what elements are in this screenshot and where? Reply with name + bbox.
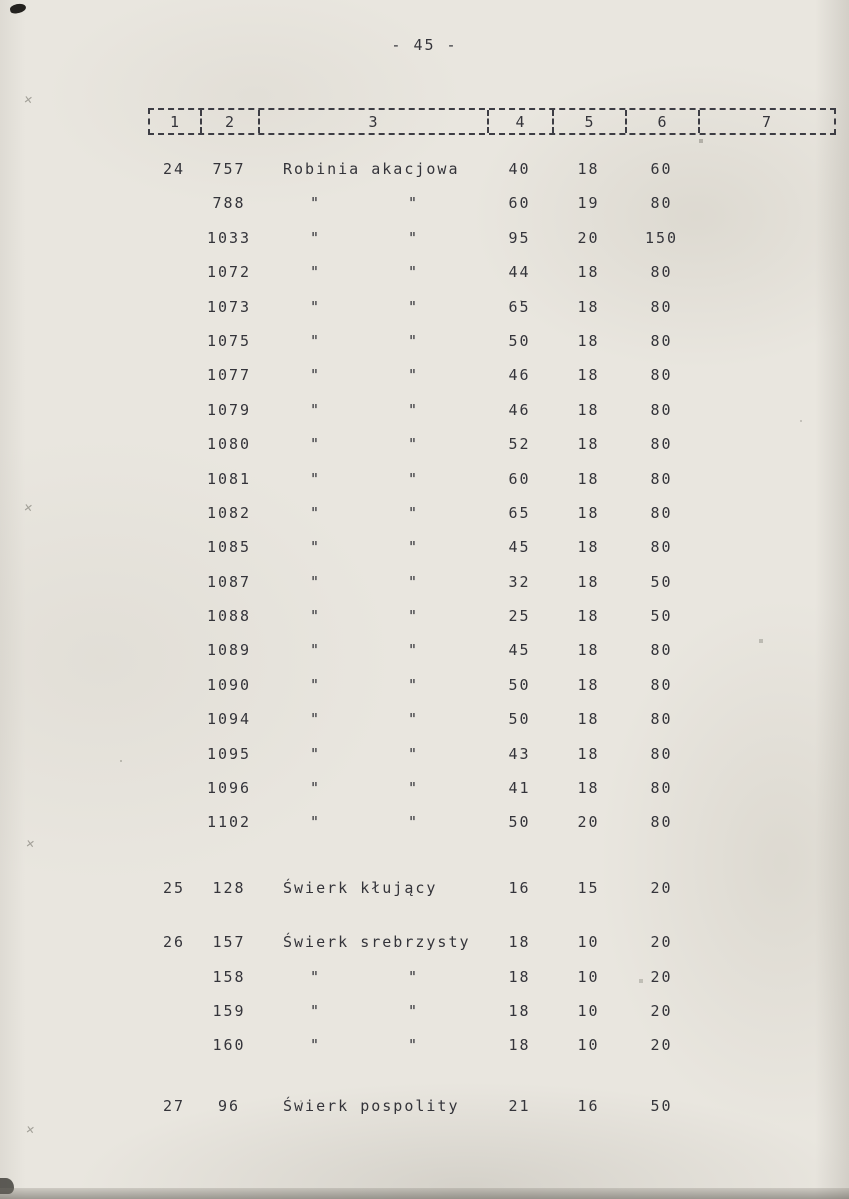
cell-ditto [258, 960, 487, 994]
cell-c7 [698, 290, 836, 324]
cell-c5: 10 [577, 933, 600, 952]
table-row [148, 994, 836, 1028]
cell-c4: 25 [508, 607, 531, 626]
cell-c6: 80 [650, 331, 673, 350]
ditto-mark: " [310, 435, 322, 454]
cell-id: 96 [217, 1096, 241, 1115]
cell-name: Robinia akacjowa [283, 160, 460, 178]
cell-ditto [258, 565, 487, 599]
cell-no [148, 358, 200, 392]
cell-c5: 10 [577, 1036, 600, 1055]
ditto-mark: " [408, 779, 420, 798]
cell-no [148, 960, 200, 994]
table-row [148, 633, 836, 667]
cell-name: Świerk pospolity [283, 1096, 460, 1115]
cell-c7 [698, 255, 836, 289]
ditto-mark: " [408, 263, 420, 282]
cell-no [148, 771, 200, 805]
ditto-mark: " [310, 675, 322, 694]
cell-ditto [258, 290, 487, 324]
table-row [148, 152, 836, 186]
cell-c4: 18 [508, 1036, 531, 1055]
cell-id: 1077 [206, 366, 252, 385]
cell-c4: 18 [508, 967, 531, 986]
cell-ditto [258, 255, 487, 289]
ditto-mark: " [408, 435, 420, 454]
cell-c5: 18 [577, 503, 600, 522]
cell-name-container [258, 737, 487, 771]
cell-name-container [258, 324, 487, 358]
cell-no [148, 599, 200, 633]
cell-ditto [258, 393, 487, 427]
cell-id: 1087 [206, 572, 252, 591]
ditto-mark: " [310, 194, 322, 213]
cell-c5: 18 [577, 366, 600, 385]
cell-c5: 16 [577, 1096, 600, 1115]
cell-ditto [258, 702, 487, 736]
pencil-margin-mark: × [22, 499, 34, 517]
ditto-mark: " [310, 469, 322, 488]
cell-name-container [258, 427, 487, 461]
cell-c6: 80 [650, 744, 673, 763]
cell-no: 25 [162, 878, 186, 897]
cell-id: 1094 [206, 710, 252, 729]
cell-c5: 20 [577, 813, 600, 832]
ditto-mark: " [408, 400, 420, 419]
table-row [148, 805, 836, 839]
cell-c7 [698, 462, 836, 496]
pencil-margin-mark: × [22, 91, 34, 109]
cell-c4: 60 [508, 469, 531, 488]
cell-c5: 18 [577, 641, 600, 660]
cell-name-container [258, 152, 487, 186]
cell-c7 [698, 565, 836, 599]
cell-name-container [258, 702, 487, 736]
cell-ditto [258, 805, 487, 839]
cell-c6: 20 [650, 933, 673, 952]
cell-c6: 60 [650, 160, 673, 178]
cell-no: 26 [162, 933, 186, 952]
ditto-mark: " [310, 1036, 322, 1055]
cell-name-container [258, 393, 487, 427]
cell-c4: 18 [508, 1001, 531, 1020]
cell-ditto [258, 496, 487, 530]
table-header-row [148, 108, 836, 135]
cell-id: 1081 [206, 469, 252, 488]
cell-no [148, 737, 200, 771]
cell-c4: 46 [508, 366, 531, 385]
cell-c6: 50 [650, 572, 673, 591]
cell-c6: 80 [650, 435, 673, 454]
cell-id: 1072 [206, 263, 252, 282]
cell-no [148, 633, 200, 667]
cell-c5: 20 [577, 228, 600, 247]
cell-c4: 65 [508, 297, 531, 316]
cell-id: 1088 [206, 607, 252, 626]
table-row [148, 737, 836, 771]
cell-name-container [258, 186, 487, 220]
cell-id: 1089 [206, 641, 252, 660]
ditto-mark: " [408, 366, 420, 385]
table-row [148, 925, 836, 959]
cell-c7 [698, 393, 836, 427]
cell-no [148, 221, 200, 255]
cell-no [148, 462, 200, 496]
ditto-mark: " [408, 194, 420, 213]
cell-c4: 40 [508, 160, 531, 178]
cell-no [148, 994, 200, 1028]
ditto-mark: " [310, 641, 322, 660]
cell-c6: 80 [650, 779, 673, 798]
ditto-mark: " [408, 1036, 420, 1055]
paper-specks [0, 0, 2, 2]
cell-c6: 80 [650, 194, 673, 213]
cell-id: 1085 [206, 538, 252, 557]
cell-no [148, 186, 200, 220]
cell-c6: 150 [644, 228, 679, 247]
cell-c6: 20 [650, 878, 673, 897]
ditto-mark: " [408, 607, 420, 626]
cell-name-container [258, 290, 487, 324]
cell-id: 159 [212, 1001, 246, 1020]
cell-c7 [698, 324, 836, 358]
table-rows [148, 152, 836, 1123]
cell-id: 160 [212, 1036, 246, 1055]
table-row [148, 702, 836, 736]
header-col-1: 1 [150, 110, 202, 133]
cell-ditto [258, 668, 487, 702]
cell-no [148, 1028, 200, 1062]
cell-c7 [698, 530, 836, 564]
table-row [148, 290, 836, 324]
cell-no [148, 805, 200, 839]
table-row [148, 960, 836, 994]
cell-c6: 80 [650, 263, 673, 282]
ditto-mark: " [310, 607, 322, 626]
cell-id: 1075 [206, 331, 252, 350]
cell-c5: 18 [577, 744, 600, 763]
cell-c7 [698, 1089, 836, 1123]
ditto-mark: " [310, 366, 322, 385]
table-row [148, 771, 836, 805]
ditto-mark: " [408, 538, 420, 557]
cell-name-container [258, 599, 487, 633]
cell-c7 [698, 960, 836, 994]
cell-id: 1073 [206, 297, 252, 316]
cell-id: 158 [212, 967, 246, 986]
table-row [148, 496, 836, 530]
cell-c6: 80 [650, 469, 673, 488]
ditto-mark: " [408, 228, 420, 247]
header-col-7: 7 [761, 112, 773, 131]
cell-ditto [258, 633, 487, 667]
ditto-mark: " [310, 503, 322, 522]
cell-c6: 80 [650, 366, 673, 385]
cell-ditto [258, 599, 487, 633]
cell-no [148, 290, 200, 324]
ditto-mark: " [408, 710, 420, 729]
cell-c7 [698, 668, 836, 702]
cell-name-container [258, 358, 487, 392]
cell-ditto [258, 186, 487, 220]
cell-no [148, 496, 200, 530]
cell-ditto [258, 737, 487, 771]
cell-name-container [258, 668, 487, 702]
cell-c7 [698, 427, 836, 461]
cell-c4: 65 [508, 503, 531, 522]
cell-c7 [698, 925, 836, 959]
cell-c7 [698, 1028, 836, 1062]
cell-c4: 50 [508, 331, 531, 350]
ditto-mark: " [310, 744, 322, 763]
cell-c7 [698, 358, 836, 392]
cell-c6: 80 [650, 710, 673, 729]
cell-c5: 19 [577, 194, 600, 213]
ditto-mark: " [310, 1001, 322, 1020]
cell-no [148, 668, 200, 702]
cell-c4: 45 [508, 538, 531, 557]
cell-c6: 80 [650, 641, 673, 660]
table-row [148, 565, 836, 599]
table-row [148, 221, 836, 255]
table-row [148, 462, 836, 496]
table-row [148, 393, 836, 427]
cell-ditto [258, 221, 487, 255]
table-row [148, 530, 836, 564]
ditto-mark: " [408, 744, 420, 763]
cell-c7 [698, 871, 836, 905]
pencil-margin-mark: × [24, 1121, 36, 1139]
ditto-mark: " [310, 228, 322, 247]
cell-id: 1079 [206, 400, 252, 419]
cell-c6: 80 [650, 813, 673, 832]
cell-c5: 18 [577, 538, 600, 557]
ditto-mark: " [310, 572, 322, 591]
cell-name-container [258, 1089, 487, 1123]
ditto-mark: " [408, 641, 420, 660]
table-row [148, 186, 836, 220]
ditto-mark: " [408, 503, 420, 522]
cell-id: 1033 [206, 228, 252, 247]
ditto-mark: " [408, 675, 420, 694]
ditto-mark: " [310, 400, 322, 419]
cell-name: Świerk srebrzysty [283, 933, 471, 952]
cell-c5: 15 [577, 878, 600, 897]
ditto-mark: " [408, 967, 420, 986]
cell-c4: 60 [508, 194, 531, 213]
cell-c4: 95 [508, 228, 531, 247]
cell-c7 [698, 805, 836, 839]
cell-c7 [698, 702, 836, 736]
table-row [148, 324, 836, 358]
ditto-mark: " [408, 1001, 420, 1020]
paper-blemish [9, 2, 27, 14]
cell-c5: 18 [577, 675, 600, 694]
cell-c4: 32 [508, 572, 531, 591]
cell-c7 [698, 737, 836, 771]
cell-name-container [258, 221, 487, 255]
page-number: - 45 - [391, 36, 458, 54]
header-col-4: 4 [489, 110, 554, 133]
ditto-mark: " [310, 538, 322, 557]
cell-c7 [698, 599, 836, 633]
cell-c4: 18 [508, 933, 531, 952]
cell-c5: 10 [577, 967, 600, 986]
cell-ditto [258, 358, 487, 392]
cell-name-container [258, 1028, 487, 1062]
table-row [148, 1089, 836, 1123]
ditto-mark: " [310, 813, 322, 832]
cell-name-container [258, 530, 487, 564]
cell-c7 [698, 221, 836, 255]
cell-c6: 80 [650, 675, 673, 694]
cell-no: 24 [162, 160, 186, 178]
cell-name-container [258, 462, 487, 496]
ditto-mark: " [408, 572, 420, 591]
cell-no [148, 565, 200, 599]
pencil-margin-mark: × [24, 835, 36, 853]
cell-name-container [258, 771, 487, 805]
cell-name: Świerk kłujący [283, 878, 438, 897]
cell-id: 1102 [206, 813, 252, 832]
cell-c5: 18 [577, 263, 600, 282]
cell-c7 [698, 152, 836, 186]
cell-ditto [258, 771, 487, 805]
cell-no [148, 702, 200, 736]
cell-id: 757 [212, 160, 246, 178]
cell-name-container [258, 925, 487, 959]
cell-c4: 50 [508, 813, 531, 832]
cell-c5: 18 [577, 297, 600, 316]
cell-c4: 45 [508, 641, 531, 660]
cell-id: 1096 [206, 779, 252, 798]
ditto-mark: " [408, 813, 420, 832]
table-row [148, 427, 836, 461]
header-col-2: 2 [202, 110, 260, 133]
table-row [148, 668, 836, 702]
paper-edge-shadow [0, 1188, 849, 1199]
cell-c7 [698, 994, 836, 1028]
cell-c6: 80 [650, 538, 673, 557]
table-row [148, 358, 836, 392]
cell-c7 [698, 186, 836, 220]
cell-c4: 46 [508, 400, 531, 419]
cell-name-container [258, 805, 487, 839]
cell-ditto [258, 994, 487, 1028]
ditto-mark: " [310, 297, 322, 316]
cell-c6: 80 [650, 400, 673, 419]
ditto-mark: " [408, 469, 420, 488]
cell-name-container [258, 565, 487, 599]
cell-c7 [698, 496, 836, 530]
cell-c6: 20 [650, 1036, 673, 1055]
table-row [148, 599, 836, 633]
cell-no [148, 393, 200, 427]
cell-id: 788 [212, 194, 246, 213]
cell-ditto [258, 530, 487, 564]
cell-name-container [258, 994, 487, 1028]
cell-c5: 18 [577, 779, 600, 798]
cell-c7 [698, 633, 836, 667]
cell-c5: 18 [577, 469, 600, 488]
table-row [148, 255, 836, 289]
ditto-mark: " [408, 331, 420, 350]
cell-c4: 50 [508, 710, 531, 729]
cell-no [148, 255, 200, 289]
cell-id: 1090 [206, 675, 252, 694]
cell-id: 1082 [206, 503, 252, 522]
cell-id: 1080 [206, 435, 252, 454]
cell-ditto [258, 427, 487, 461]
cell-ditto [258, 1028, 487, 1062]
ditto-mark: " [408, 297, 420, 316]
cell-c4: 50 [508, 675, 531, 694]
header-col-6: 6 [627, 110, 700, 133]
ditto-mark: " [310, 263, 322, 282]
table-row [148, 871, 836, 905]
cell-c4: 21 [508, 1096, 531, 1115]
cell-c6: 20 [650, 1001, 673, 1020]
header-col-3: 3 [260, 110, 489, 133]
cell-c6: 80 [650, 503, 673, 522]
cell-c6: 80 [650, 297, 673, 316]
cell-name-container [258, 633, 487, 667]
cell-c7 [698, 771, 836, 805]
cell-c6: 50 [650, 607, 673, 626]
ditto-mark: " [310, 967, 322, 986]
cell-c6: 50 [650, 1096, 673, 1115]
cell-id: 128 [212, 878, 246, 897]
cell-c5: 18 [577, 331, 600, 350]
cell-c5: 18 [577, 607, 600, 626]
cell-c5: 18 [577, 400, 600, 419]
ditto-mark: " [310, 331, 322, 350]
cell-c5: 18 [577, 572, 600, 591]
cell-c5: 18 [577, 435, 600, 454]
cell-ditto [258, 462, 487, 496]
cell-c4: 52 [508, 435, 531, 454]
header-col-5: 5 [554, 110, 627, 133]
cell-name-container [258, 255, 487, 289]
cell-id: 157 [212, 933, 246, 952]
cell-name-container [258, 960, 487, 994]
cell-c5: 10 [577, 1001, 600, 1020]
cell-c4: 16 [508, 878, 531, 897]
cell-no [148, 427, 200, 461]
cell-c5: 18 [577, 160, 600, 178]
cell-c6: 20 [650, 967, 673, 986]
cell-c4: 43 [508, 744, 531, 763]
cell-c4: 41 [508, 779, 531, 798]
cell-no [148, 530, 200, 564]
cell-no [148, 324, 200, 358]
cell-ditto [258, 324, 487, 358]
table-row [148, 1028, 836, 1062]
ditto-mark: " [310, 710, 322, 729]
cell-c4: 44 [508, 263, 531, 282]
cell-name-container [258, 871, 487, 905]
ditto-mark: " [310, 779, 322, 798]
cell-name-container [258, 496, 487, 530]
cell-c5: 18 [577, 710, 600, 729]
cell-id: 1095 [206, 744, 252, 763]
cell-no: 27 [162, 1096, 186, 1115]
